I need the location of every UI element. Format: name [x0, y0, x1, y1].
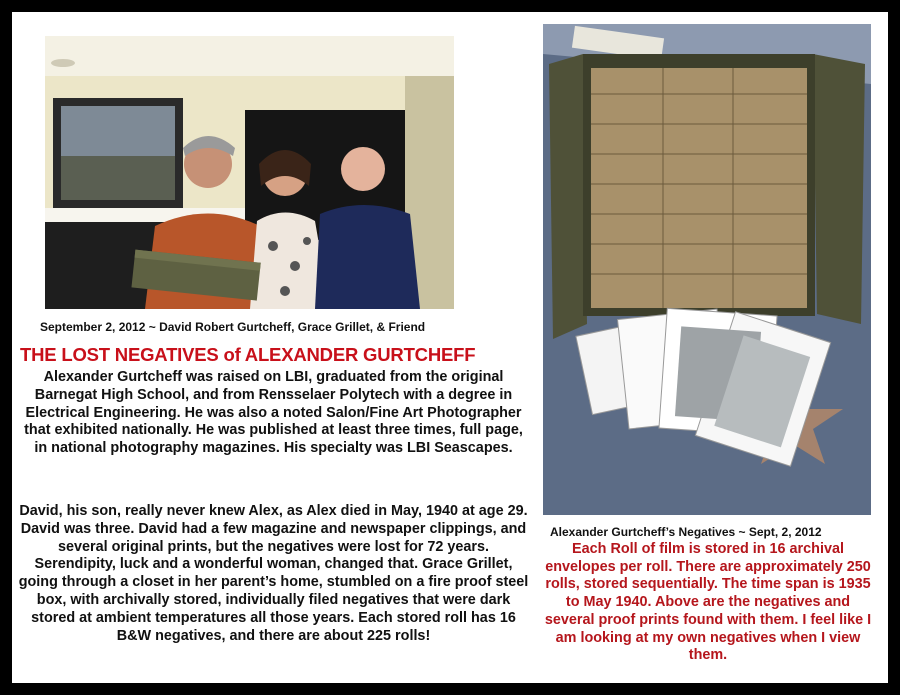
negatives-box-photo	[543, 24, 871, 515]
negatives-description: Each Roll of film is stored in 16 archival envelopes per roll. There are approximately 250 rolls, stored sequentially. The time span is 1935 to May 1940. Above are the negatives and several proof prints found with them. I feel like I am looking at my own negatives when I view them.	[544, 541, 872, 664]
group-photo-illustration	[45, 36, 454, 309]
group-photo	[45, 36, 454, 309]
group-photo-caption: September 2, 2012 ~ David Robert Gurtcheff, Grace Grillet, & Friend	[40, 320, 426, 334]
page-panel	[12, 12, 888, 683]
story-paragraph-2: David, his son, really never knew Alex, as Alex died in May, 1940 at age 29. David was three. David had a few magazine and newspaper clippings, and several original prints, but the negatives were lost for 72 years. Serendipity, luck and a wonderful woman, changed that. Grace Grillet, going through a closet in her parent’s home, stumbled on a fire proof steel box, with archivally stored, individually filed negatives that were dark stored at ambient temperatures all those years. Each stored roll has 16 B&W negatives, and there are about 225 rolls!	[18, 503, 529, 644]
story-paragraph-1: Alexander Gurtcheff was raised on LBI, graduated from the original Barnegat High School, and from Rensselaer Polytech with a degree in Electrical Engineering. He was also a noted Salon/Fine Art Photographer that exhibited nationally. He was published at least three times, full page, in national photography magazines. His specialty was LBI Seascapes.	[24, 369, 523, 457]
page-title: THE LOST NEGATIVES of ALEXANDER GURTCHEFF	[20, 344, 476, 365]
negatives-box-illustration	[543, 24, 871, 515]
negatives-photo-caption: Alexander Gurtcheff’s Negatives ~ Sept, 2, 2012	[550, 525, 822, 539]
